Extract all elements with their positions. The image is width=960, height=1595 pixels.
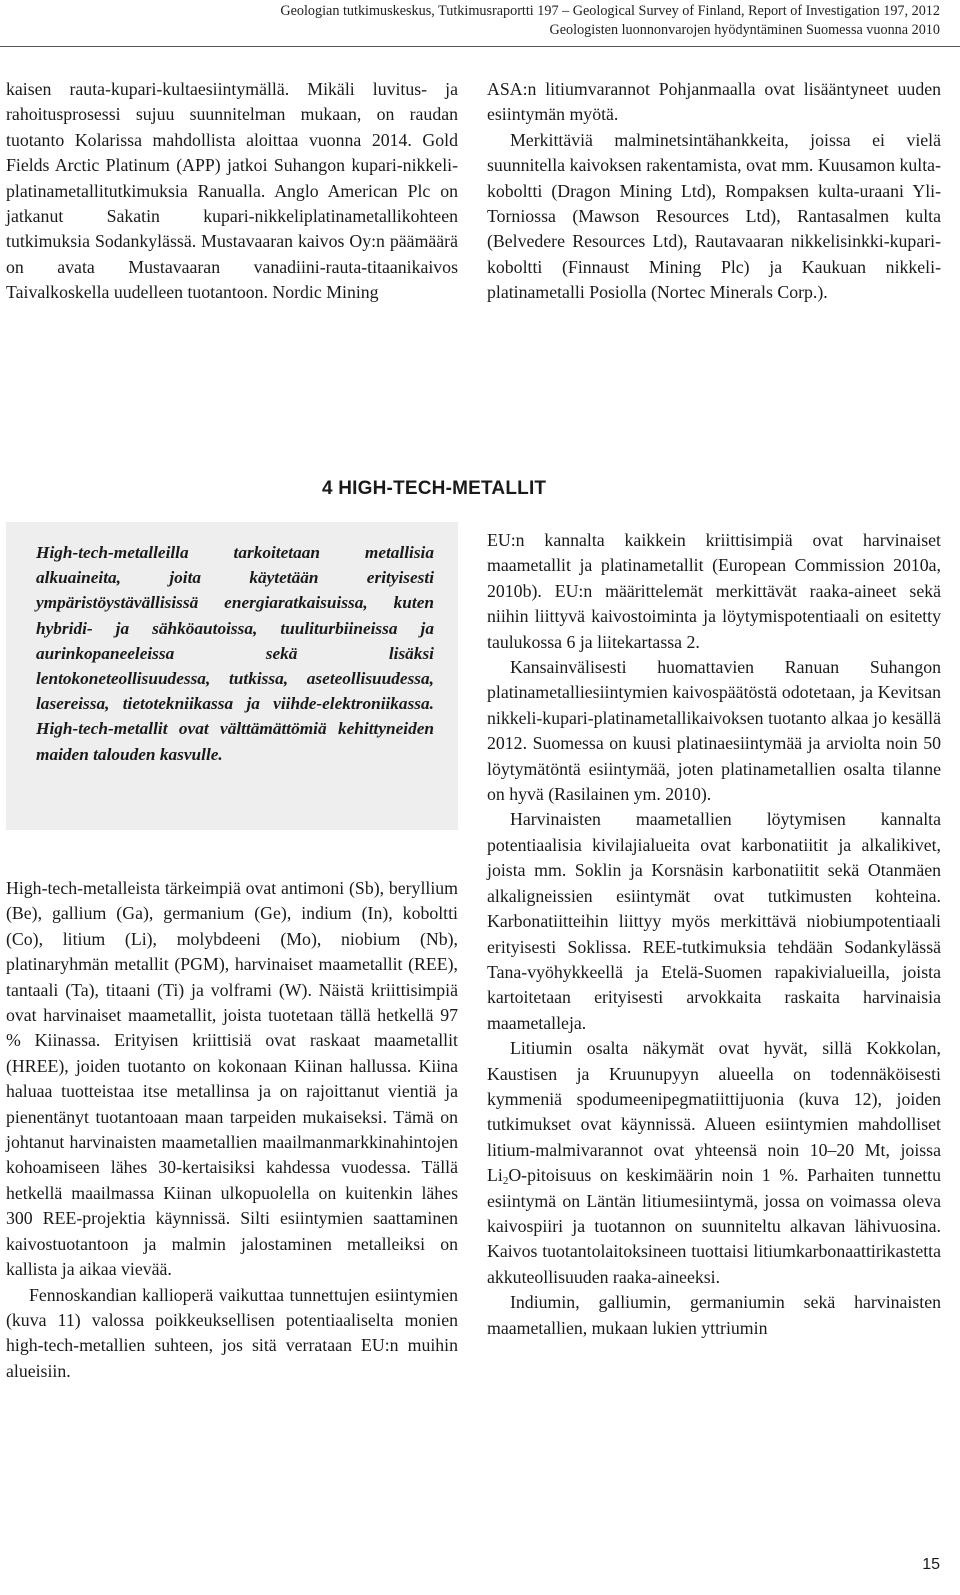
paragraph: kaisen rauta-kupari-kultaesiintymällä. Mikäli luvitus- ja rahoitusprosessi sujuu suunnitelman mukaan, on raudan tuotanto Kolarissa mahdollista aloittaa vuonna 2014. Gold Fields Arctic Platinum (APP) jatkoi Suhangon kupari-nikkeli-platinametallitutkimuksia Ranualla. Anglo American Plc on jatkanut Sakatin kupari-nikkeliplatinametallikohteen tutkimuksia Sodankylässä. Mustavaaran kaivos Oy:n päämäärä on avata Mustavaaran vanadiini-rauta-titaanikaivos Taivalkoskella uudelleen tuotantoon. Nordic Mining — [6, 79, 458, 303]
paragraph: Fennoskandian kallioperä vaikuttaa tunnettujen esiintymien (kuva 11) valossa poikkeuksellisen potentiaaliselta monien high-tech-metallien suhteen, jos sitä verrataan EU:n muihin alueisiin. — [6, 1284, 458, 1381]
paragraph: Harvinaisten maametallien löytymisen kannalta potentiaalisia kivilajialueita ovat karbonatiitit ja alkalikivet, joista mm. Soklin ja Korsnäsin karbonatiitit sekä Otanmäen alkaligneissien esiintymät ovat tutkimusten kohteina. Karbonatiitteihin liittyy myös merkittävä niobiumpotentiaali erityisesti Soklissa. REE-tutkimuksia tehdään Sodankylässä Tana-vyöhykkeellä ja Etelä-Suomen rapakivialueilla, joista kartoitetaan erityisesti arvokkaita raskaita harvinaisia maametalleja. — [487, 809, 941, 1033]
text-run: Litiumin osalta näkymät ovat hyvät, sillä Kokkolan, Kaustisen ja Kruunupyyn alueella on todennäköisesti kymmeniä spodumeenipegmatiittijuonia (kuva 12), joiden tutkimukset ovat käynnissä. Alueen esiintymien mahdolliset litium-malmivarannot ovat yhteensä noin 10–20 Mt, joissa Li — [487, 1038, 941, 1186]
header-rule — [0, 46, 960, 47]
paragraph: ASA:n litiumvarannot Pohjanmaalla ovat lisääntyneet uuden esiintymän myötä. — [487, 79, 941, 125]
text-run: O-pitoisuus on keskimäärin noin 1 %. Parhaiten tunnettu esiintymä on Läntän litiumesiintymä, jossa on voimassa oleva kaivospiiri ja tuotannon on suunniteltu alkavan lähivuosina. Kaivos tuotantolaitoksineen tuottaisi litiumkarbonaattirikastetta akkuteollisuuden raaka-aineeksi. — [487, 1165, 941, 1287]
paragraph: Indiumin, galliumin, germaniumin sekä harvinaisten maametallien, mukaan lukien yttriumin — [487, 1292, 941, 1338]
subscript: 2 — [502, 1175, 509, 1188]
paragraph — [487, 1036, 941, 1290]
paragraph: Kansainvälisesti huomattavien Ranuan Suhangon platinametalliesiintymien kaivospäätöstä odotetaan, ja Kevitsan nikkeli-kupari-platinametallikaivoksen tuotanto alkaa jo kesällä 2012. Suomessa on kuusi platinaesiintymää ja arviolta noin 50 löytymätöntä esiintymää, joten platinametallien osalta tilanne on hyvä (Rasilainen ym. 2010). — [487, 657, 941, 805]
top-right-column — [487, 77, 941, 306]
summary-text: High-tech-metalleilla tarkoitetaan metallisia alkuaineita, joita käytetään erityisesti ympäristöystävällisissä energiaratkaisuissa, kuten hybridi- ja sähköautoissa, tuuliturbiineissa ja aurinkopaneeleissa sekä lisäksi lentokoneteollisuudessa, tutkissa, aseteollisuudessa, lasereissa, tietotekniikassa ja viihde-elektroniikassa. High-tech-metallit ovat välttämättömiä kehittyneiden maiden talouden kasvulle. — [36, 543, 434, 764]
paragraph: EU:n kannalta kaikkein kriittisimpiä ovat harvinaiset maametallit ja platinametallit (European Commission 2010a, 2010b). EU:n määrittelemät merkittävät raaka-aineet sekä niihin liittyvä kaivostoiminta ja löytymispotentiaali on esitetty taulukossa 6 ja liitekartassa 2. — [487, 530, 941, 652]
top-left-column — [6, 77, 458, 306]
header-series-line: Geologian tutkimuskeskus, Tutkimusraportti 197 – Geological Survey of Finland, Report of Investigation 197, 2012 — [280, 3, 940, 19]
page-number: 15 — [922, 1556, 940, 1573]
summary-box — [6, 522, 458, 830]
header-title-line: Geologisten luonnonvarojen hyödyntäminen Suomessa vuonna 2010 — [549, 22, 940, 38]
bottom-left-column — [6, 876, 458, 1384]
bottom-right-column — [487, 528, 941, 1341]
running-header — [280, 2, 940, 40]
paragraph: High-tech-metalleista tärkeimpiä ovat antimoni (Sb), beryllium (Be), gallium (Ga), germanium (Ge), indium (In), koboltti (Co), litium (Li), molybdeeni (Mo), niobium (Nb), platinaryhmän metallit (PGM), harvinaiset maametallit (REE), tantaali (Ta), titaani (Ti) ja volframi (W). Näistä kriittisimpiä ovat harvinaiset maametallit, joista tuotetaan tällä hetkellä 97 % Kiinassa. Erityisen kriittisiä ovat raskaat maametallit (HREE), joiden tuotanto on kokonaan Kiinan hallussa. Kiina haluaa tuotteistaa itse metallinsa ja on rajoittanut vientiä ja pienentänyt tuotantoaan maan tarpeiden mukaiseksi. Tämä on johtanut harvinaisten maametallien maailmanmarkkinahintojen kohoamiseen lähes 30-kertaisiksi kahdessa vuodessa. Tällä hetkellä maailmassa Kiinan ulkopuolella on kuitenkin lähes 300 REE-projektia käynnissä. Silti esiintymien saattaminen kaivostuotantoon ja malmin jalostaminen metalleiksi on kallista ja aikaa vievää. — [6, 878, 458, 1280]
section-heading: 4 HIGH-TECH-METALLIT — [322, 478, 547, 499]
paragraph: Merkittäviä malminetsintähankkeita, joissa ei vielä suunnitella kaivoksen rakentamista, ovat mm. Kuusamon kulta-koboltti (Dragon Mining Ltd), Rompaksen kulta-uraani Yli-Torniossa (Mawson Resources Ltd), Rantasalmen kulta (Belvedere Resources Ltd), Rautavaaran nikkelisinkki-kupari-koboltti (Finnaust Mining Plc) ja Kaukuan nikkeli-platinametalli Posiolla (Nortec Minerals Corp.). — [487, 129, 941, 303]
